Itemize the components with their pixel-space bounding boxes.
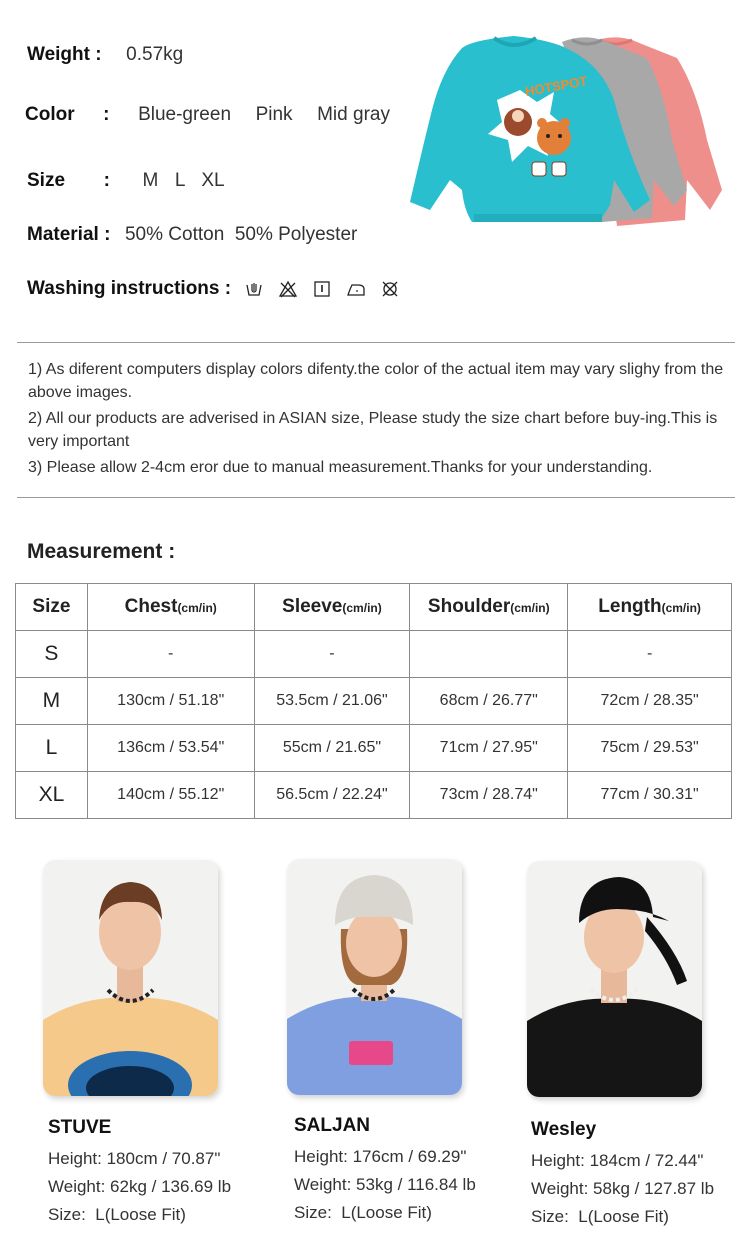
size-option-l: L <box>174 170 185 191</box>
size-colon: : <box>103 170 110 191</box>
color-option-mid-gray: Mid gray <box>317 104 390 125</box>
table-row <box>16 631 732 678</box>
header-chest: Chest(cm/in) <box>87 584 254 631</box>
color-option-pink: Pink <box>255 104 293 125</box>
sleeve-cell: - <box>254 631 410 678</box>
model-name: STUVE <box>48 1117 112 1138</box>
model-photo-wesley <box>527 861 702 1097</box>
note-item: 1) As diferent computers display colors difenty.the color of the actual item may vary slighy from the above images. <box>28 361 724 401</box>
weight-value: 0.57kg <box>126 44 184 65</box>
material-value: 50% Cotton 50% Polyester <box>124 224 358 245</box>
model-name: Wesley <box>531 1119 597 1140</box>
model-name: SALJAN <box>294 1115 371 1136</box>
do-not-bleach-icon <box>278 280 298 298</box>
size-cell: M <box>16 678 88 725</box>
table-row <box>16 725 732 772</box>
measurement-table <box>15 583 732 819</box>
model-info-saljan <box>294 1112 476 1227</box>
model-height: Height: 184cm / 72.44" <box>531 1151 704 1170</box>
length-cell: 75cm / 29.53" <box>568 725 732 772</box>
product-graphic-text: HOTSPOT <box>523 73 589 99</box>
size-label: Size <box>27 170 66 191</box>
tumble-dry-icon <box>312 280 332 298</box>
washing-label: Washing instructions : <box>27 278 232 299</box>
sleeve-cell: 55cm / 21.65" <box>254 725 410 772</box>
table-header-row <box>16 584 732 631</box>
model-size: Size: L(Loose Fit) <box>294 1203 432 1222</box>
header-size: Size <box>16 584 88 631</box>
note-item: 3) Please allow 2-4cm eror due to manual measurement.Thanks for your understanding. <box>28 459 653 476</box>
washing-row <box>27 278 400 300</box>
length-cell: 72cm / 28.35" <box>568 678 732 725</box>
shoulder-cell <box>410 631 568 678</box>
shoulder-cell: 68cm / 26.77" <box>410 678 568 725</box>
model-weight: Weight: 58kg / 127.87 lb <box>531 1179 715 1198</box>
chest-cell: - <box>87 631 254 678</box>
size-cell: XL <box>16 772 88 819</box>
chest-cell: 136cm / 53.54" <box>87 725 254 772</box>
notes-section <box>28 358 728 482</box>
model-height: Height: 180cm / 70.87" <box>48 1149 221 1168</box>
header-shoulder: Shoulder(cm/in) <box>410 584 568 631</box>
sleeve-cell: 53.5cm / 21.06" <box>254 678 410 725</box>
size-option-xl: XL <box>201 170 225 191</box>
model-size: Size: L(Loose Fit) <box>531 1207 669 1226</box>
sleeve-cell: 56.5cm / 22.24" <box>254 772 410 819</box>
model-photo-stuve <box>43 860 218 1096</box>
length-cell: - <box>568 631 732 678</box>
chest-cell: 130cm / 51.18" <box>87 678 254 725</box>
shoulder-cell: 71cm / 27.95" <box>410 725 568 772</box>
measurement-title: Measurement : <box>27 540 176 563</box>
color-row <box>25 104 390 126</box>
weight-label: Weight : <box>27 44 102 65</box>
model-info-stuve <box>48 1114 231 1229</box>
table-row <box>16 772 732 819</box>
iron-icon <box>346 280 366 298</box>
hand-wash-icon <box>244 280 264 298</box>
length-cell: 77cm / 30.31" <box>568 772 732 819</box>
chest-cell: 140cm / 55.12" <box>87 772 254 819</box>
note-item: 2) All our products are adverised in ASIAN size, Please study the size chart before buy-ing.This is very important <box>28 410 718 450</box>
model-weight: Weight: 62kg / 136.69 lb <box>48 1177 232 1196</box>
header-sleeve: Sleeve(cm/in) <box>254 584 410 631</box>
table-row <box>16 678 732 725</box>
color-label: Color <box>25 104 75 125</box>
do-not-dry-clean-icon <box>380 280 400 298</box>
divider-bottom <box>17 497 735 498</box>
size-option-m: M <box>142 170 159 191</box>
model-size: Size: L(Loose Fit) <box>48 1205 186 1224</box>
model-photo-saljan <box>287 859 462 1095</box>
material-row <box>27 224 357 246</box>
size-cell: S <box>16 631 88 678</box>
weight-row <box>27 44 183 66</box>
model-weight: Weight: 53kg / 116.84 lb <box>294 1175 476 1194</box>
material-label: Material : <box>27 224 111 245</box>
washing-icons <box>244 280 400 298</box>
size-cell: L <box>16 725 88 772</box>
header-length: Length(cm/in) <box>568 584 732 631</box>
shoulder-cell: 73cm / 28.74" <box>410 772 568 819</box>
color-colon: : <box>103 104 110 125</box>
model-height: Height: 176cm / 69.29" <box>294 1147 467 1166</box>
color-option-blue-green: Blue-green <box>138 104 232 125</box>
size-row <box>27 170 225 192</box>
product-image <box>402 30 732 230</box>
model-info-wesley <box>531 1116 714 1231</box>
divider-top <box>17 342 735 343</box>
